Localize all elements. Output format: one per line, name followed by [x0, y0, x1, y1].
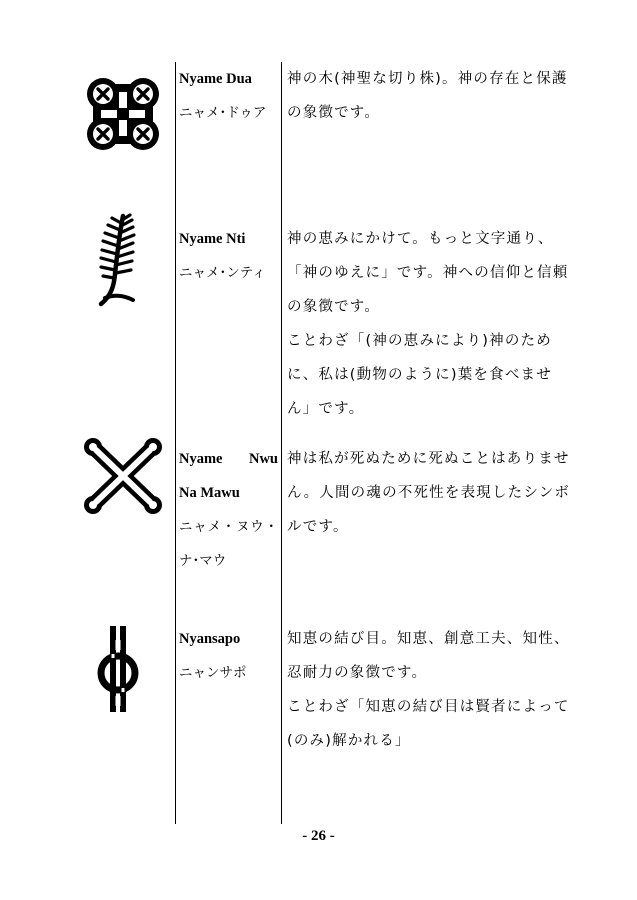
entry-description-nyame-nwu-na-mawu	[287, 442, 572, 544]
description-paragraph: 神の恵みにかけて。もっと文字通り、「神のゆえに」です。神への信仰と信頼の象徴です。	[287, 231, 569, 315]
page-number: - 26 -	[302, 828, 335, 844]
entry-name-nyame-nti	[179, 222, 278, 290]
name-japanese: ニャンサポ	[179, 665, 247, 681]
entry-name-nyansapo	[179, 622, 278, 690]
entry-description-nyame-nti	[287, 222, 572, 426]
description-paragraph: 神は私が死ぬために死ぬことはありません。人間の魂の不死性を表現したシンボルです。	[287, 451, 571, 535]
entry-description-nyansapo	[287, 622, 572, 758]
description-paragraph: 知恵の結び目。知恵、創意工夫、知性、忍耐力の象徴です。	[287, 631, 570, 681]
name-english: Nyansapo	[179, 631, 241, 647]
entry-name-nyame-dua	[179, 62, 278, 130]
entry-name-nyame-nwu-na-mawu	[179, 442, 278, 578]
description-paragraph: 神の木(神聖な切り株)。神の存在と保護の象徴です。	[287, 71, 568, 121]
column-divider-left	[175, 62, 176, 824]
name-japanese: ニャメ･ドゥア	[179, 105, 267, 121]
nyansapo-symbol	[94, 622, 142, 716]
name-english-line-2: Na Mawu	[179, 485, 240, 501]
entry-description-nyame-dua	[287, 62, 572, 130]
column-divider-right	[281, 62, 282, 824]
name-japanese-line-2: ナ･マウ	[179, 553, 227, 569]
name-english: Nyame Dua	[179, 71, 252, 87]
name-english: Nyame Nti	[179, 231, 246, 247]
nyame-nti-symbol	[95, 212, 141, 308]
nyame-dua-symbol	[84, 74, 162, 154]
name-english: Nyame Nwu	[179, 451, 278, 467]
description-proverb: ことわざ「(神の恵みにより)神のために、私は(動物のように)葉を食べません」です。	[287, 333, 552, 417]
name-japanese: ニャメ･ンティ	[179, 265, 266, 281]
description-proverb: ことわざ「知恵の結び目は賢者によって(のみ)解かれる」	[287, 699, 570, 749]
name-japanese: ニャメ・ヌウ・	[179, 519, 278, 535]
nyame-nwu-na-mawu-symbol	[84, 438, 162, 514]
